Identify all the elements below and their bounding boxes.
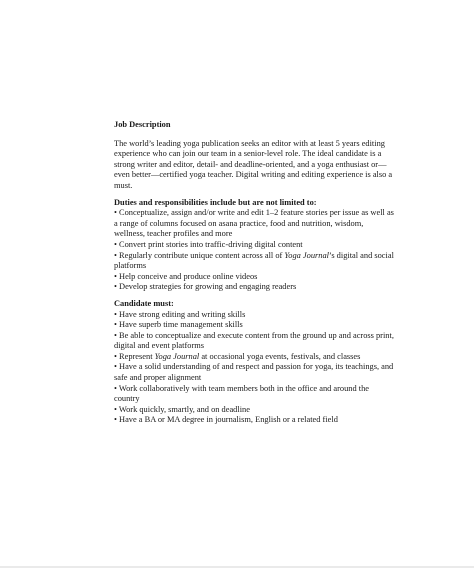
requirement-text: Have a solid understanding of and respect and passion for yoga, its teachings, and safe and proper alignment (114, 362, 394, 383)
list-item (114, 310, 394, 321)
duty-text: Help conceive and produce online videos (116, 271, 258, 281)
document-page (114, 120, 394, 432)
list-item (114, 384, 394, 405)
list-item (114, 415, 394, 426)
list-item (114, 251, 394, 272)
duties-list (114, 208, 394, 293)
duty-text: Develop strategies for growing and engaging readers (116, 282, 297, 292)
intro-paragraph: The world’s leading yoga publication seeks an editor with at least 5 years editing experience who can join our team in a senior-level role. The ideal candidate is a strong writer and editor, detail- and deadline-oriented, and a yoga enthusiast or—even better—certified yoga teacher. Digital writing and editing experience is also a must. (114, 138, 393, 190)
requirement-text: Have a BA or MA degree in journalism, English or a related field (116, 415, 338, 425)
list-item (114, 331, 394, 352)
publication-name: Yoga Journal (154, 351, 200, 361)
duty-text: Conceptualize, assign and/or write and edit 1–2 feature stories per issue as well as a range of columns focused on asana practice, food and nutrition, wisdom, wellness, teacher profiles and more (114, 208, 394, 239)
list-item (114, 320, 394, 331)
publication-name: Yoga Journal (284, 250, 329, 260)
list-item (114, 362, 394, 383)
duty-text-end: ’s digital and social platforms (114, 250, 394, 271)
requirement-text: Have strong editing and writing skills (116, 309, 246, 319)
requirement-text: Have superb time management skills (116, 320, 243, 330)
requirement-text: Be able to conceptualize and execute content from the ground up and across print, digital and event platforms (114, 330, 394, 351)
requirement-text: Work quickly, smartly, and on deadline (116, 404, 250, 414)
page-bottom-edge (0, 566, 474, 568)
requirement-text: Represent (116, 351, 155, 361)
requirement-text-end: at occasional yoga events, festivals, and classes (199, 351, 361, 361)
list-item (114, 282, 394, 293)
duty-text: Regularly contribute unique content across all of (116, 250, 285, 260)
list-item (114, 352, 394, 363)
list-item (114, 208, 394, 240)
duties-title: Duties and responsibilities include but are not limited to: (114, 197, 317, 207)
requirement-text: Work collaboratively with team members both in the office and around the country (114, 383, 369, 404)
candidate-list (114, 310, 394, 427)
list-item (114, 405, 394, 416)
duty-text: Convert print stories into traffic-driving digital content (116, 239, 303, 249)
list-item (114, 272, 394, 283)
candidate-title: Candidate must: (114, 298, 174, 308)
document-heading: Job Description (114, 120, 171, 129)
list-item (114, 240, 394, 251)
